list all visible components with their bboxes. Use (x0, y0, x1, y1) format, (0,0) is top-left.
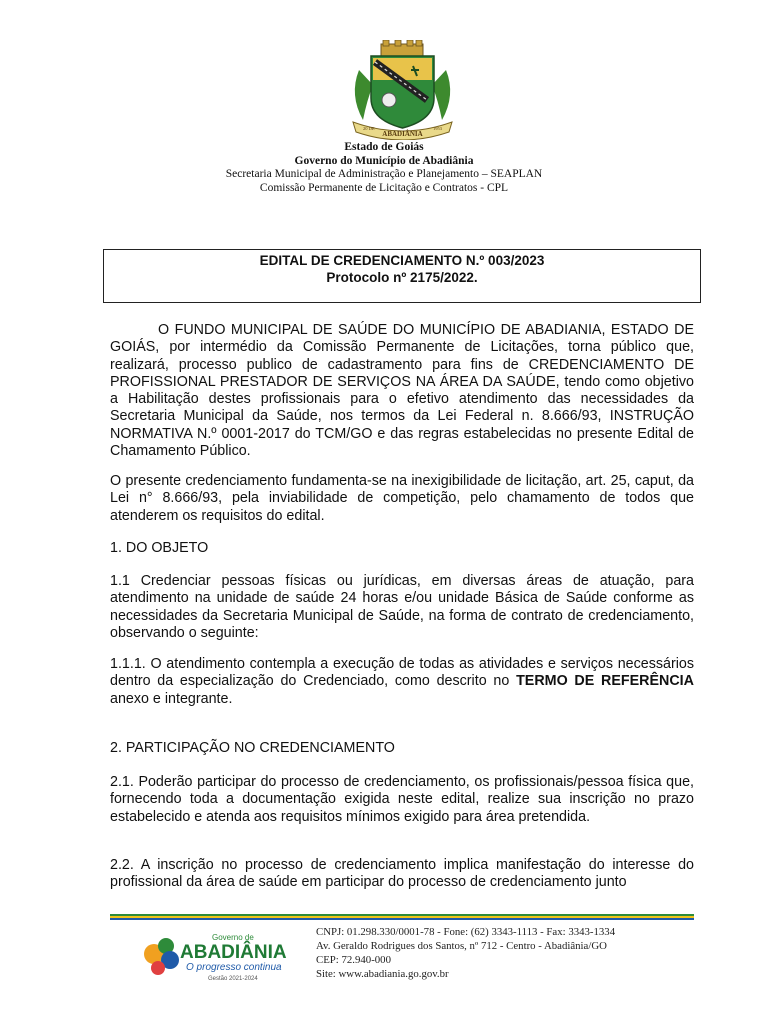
government-logo (140, 928, 310, 986)
footer-cep: CEP: 72.940-000 (316, 954, 391, 966)
logo-period: Gestão 2021-2024 (208, 976, 258, 982)
logo-slogan: O progresso continua (186, 962, 282, 973)
letterhead (0, 141, 768, 195)
termo-de-referencia: TERMO DE REFERÊNCIA (516, 673, 694, 690)
clause-1-1-1-text: 1.1.1. O atendimento contempla a execução de todas as atividades e serviços necessários dentro da especialização do Credenciado, como descrito no (110, 656, 694, 690)
document-title: EDITAL DE CREDENCIAMENTO N.º 003/2023 (259, 253, 545, 268)
header-state: Estado de Goiás (344, 141, 424, 153)
footer-stripe (110, 914, 694, 920)
footer (110, 914, 694, 986)
crest-date-left: 20 DE (363, 126, 375, 131)
crest-date-right: 1953 (433, 126, 442, 131)
footer-address: Av. Geraldo Rodrigues dos Santos, nº 712 - Centro - Abadiânia/GO (316, 940, 607, 952)
clause-1-1: 1.1 Credenciar pessoas físicas ou jurídicas, em diversas áreas de atuação, para atendimento na unidade de saúde 24 horas e/ou unidade Básica de Saúde conforme as necessidades da Secretaria Municipal de Saúde, na forma de contrato de credenciamento, observando o seguinte: (110, 573, 694, 641)
header-government: Governo do Município de Abadiânia (294, 154, 474, 167)
clause-1-1-1-end: anexo e integrante. (110, 690, 233, 707)
clause-2-1: 2.1. Poderão participar do processo de credenciamento, os profissionais/pessoa física que, fornecendo toda a documentação exigida neste edital, realize sua inscrição no prazo estabelecido e atenda aos requisitos mínimos exigido para área pretendida. (110, 774, 694, 825)
section-heading-objeto: 1. DO OBJETO (110, 540, 209, 556)
crest-banner-text: ABADIÂNIA (382, 130, 423, 138)
header-secretariat: Secretaria Municipal de Administração e Planejamento – SEAPLAN (225, 168, 543, 180)
footer-cnpj-phone: CNPJ: 01.298.330/0001-78 - Fone: (62) 3343-1113 - Fax: 3343-1334 (316, 926, 616, 938)
logo-abadiania: ABADIÂNIA (180, 942, 287, 963)
header-commission: Comissão Permanente de Licitação e Contratos - CPL (259, 181, 509, 194)
footer-contact-info (316, 925, 615, 981)
clause-1-1-1 (110, 656, 694, 708)
document-title-box (103, 249, 701, 303)
protocol-number: Protocolo nº 2175/2022. (326, 270, 478, 285)
footer-site: Site: www.abadiania.go.gov.br (316, 968, 449, 980)
logo-governo-de: Governo de (212, 933, 254, 942)
intro-paragraph: O FUNDO MUNICIPAL DE SAÚDE DO MUNICÍPIO DE ABADIANIA, ESTADO DE GOIÁS, por intermédio da Comissão Permanente de Licitações, torna público que, realizará, processo publico de cadastramento para fins de CREDENCIAMENTO DE PROFISSIONAL PRESTADOR DE SERVIÇOS NA ÁREA DA SAÚDE, tendo como objetivo a Habilitação destes profissionais para o efetivo atendimento das necessidades da Secretaria Municipal da Saúde, nos termos da Lei Federal n. 8.666/93, INSTRUÇÃO NORMATIVA N.º 0001-2017 do TCM/GO e das regras estabelecidas no presente Edital de Chamamento Público. (110, 322, 694, 460)
legal-basis-paragraph: O presente credenciamento fundamenta-se na inexigibilidade de licitação, art. 25, caput, da Lei n° 8.666/93, pela inviabilidade de competição, pelo chamamento de todos que atenderem os requisitos do edital. (110, 473, 694, 524)
municipal-coat-of-arms (345, 40, 460, 140)
section-heading-participacao: 2. PARTICIPAÇÃO NO CREDENCIAMENTO (110, 740, 395, 756)
clause-2-2: 2.2. A inscrição no processo de credenciamento implica manifestação do interesse do profissional da área de saúde em participar do processo de credenciamento junto (110, 857, 694, 891)
